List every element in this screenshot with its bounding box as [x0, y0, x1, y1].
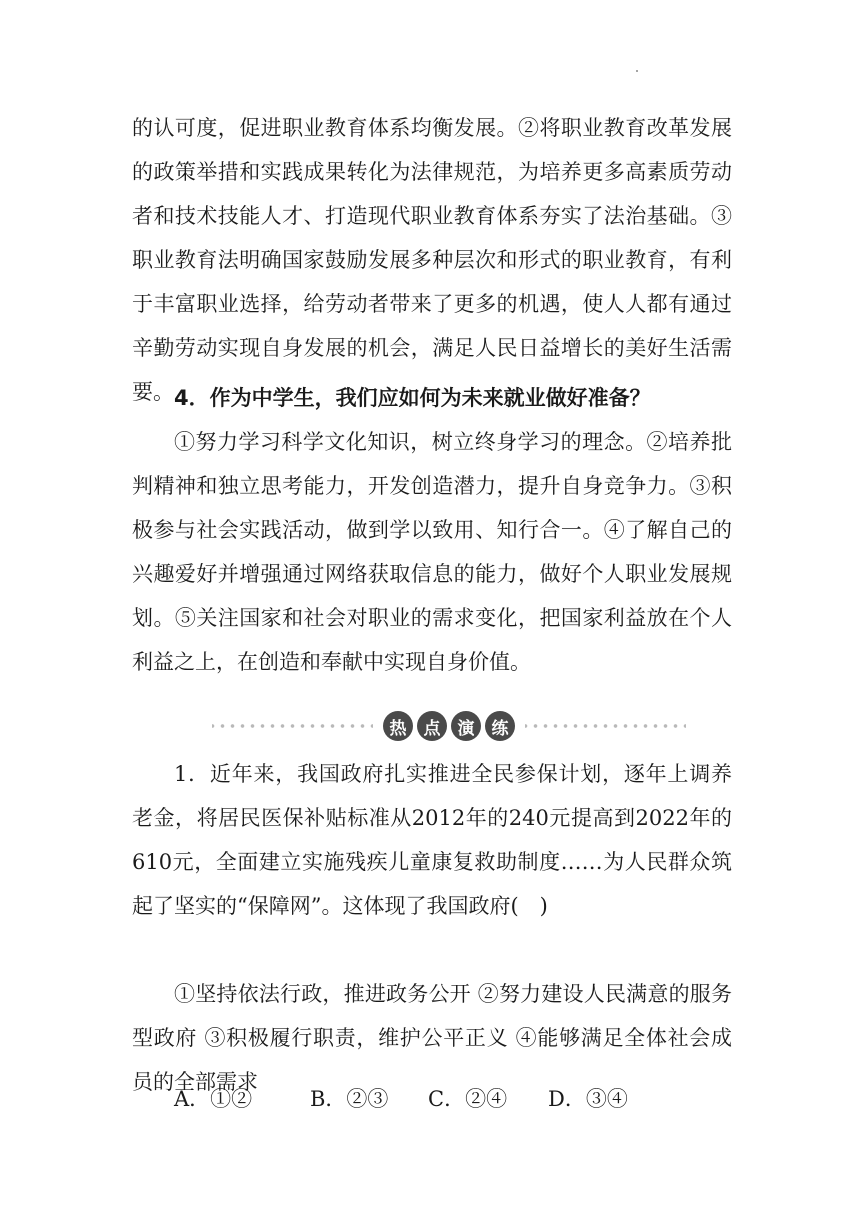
header-dot	[636, 70, 638, 72]
choice-d[interactable]: D．③④	[548, 1087, 628, 1111]
banner-char-4: 练	[485, 711, 515, 741]
banner-char-2: 点	[417, 711, 447, 741]
banner-dots-left	[212, 724, 373, 728]
banner-dots-right	[525, 724, 686, 728]
choice-c[interactable]: C．②④	[428, 1087, 508, 1111]
practice-question-1	[132, 752, 732, 928]
choice-a[interactable]: A．①②	[174, 1087, 253, 1111]
choice-b[interactable]: B．②③	[310, 1087, 389, 1111]
continuation-text: 的认可度，促进职业教育体系均衡发展。②将职业教育改革发展的政策举措和实践成果转化为法律规范，为培养更多高素质劳动者和技术技能人才、打造现代职业教育体系夯实了法治基础。③职业教育法明确国家鼓励发展多种层次和形式的职业教育，有利于丰富职业选择，给劳动者带来了更多的机遇，使人人都有通过辛勤劳动实现自身发展的机会，满足人民日益增长的美好生活需要。	[132, 116, 732, 404]
banner-title	[383, 711, 515, 741]
banner-char-3: 演	[451, 711, 481, 741]
continuation-paragraph	[132, 106, 732, 414]
banner-char-1: 热	[383, 711, 413, 741]
question-4-title: 4．作为中学生，我们应如何为未来就业做好准备？	[174, 386, 651, 410]
question-4-answer-text: ①努力学习科学文化知识，树立终身学习的理念。②培养批判精神和独立思考能力，开发创造潜力，提升自身竞争力。③积极参与社会实践活动，做到学以致用、知行合一。④了解自己的兴趣爱好并增强通过网络获取信息的能力，做好个人职业发展规划。⑤关注国家和社会对职业的需求变化，把国家利益放在个人利益之上，在创造和奉献中实现自身价值。	[132, 430, 732, 674]
question-4	[132, 376, 732, 420]
practice-question-1-stem: 1．近年来，我国政府扎实推进全民参保计划，逐年上调养老金，将居民医保补贴标准从2012年的240元提高到2022年的610元，全面建立实施残疾儿童康复救助制度……为人民群众筑起了坚实的“保障网”。这体现了我国政府( )	[132, 762, 732, 918]
statements-text: ①坚持依法行政，推进政务公开 ②努力建设人民满意的服务型政府 ③积极履行职责，维护公平正义 ④能够满足全体社会成员的全部需求	[132, 982, 732, 1094]
section-banner	[212, 708, 686, 744]
question-4-answer	[132, 420, 732, 684]
answer-choices	[174, 1076, 628, 1120]
